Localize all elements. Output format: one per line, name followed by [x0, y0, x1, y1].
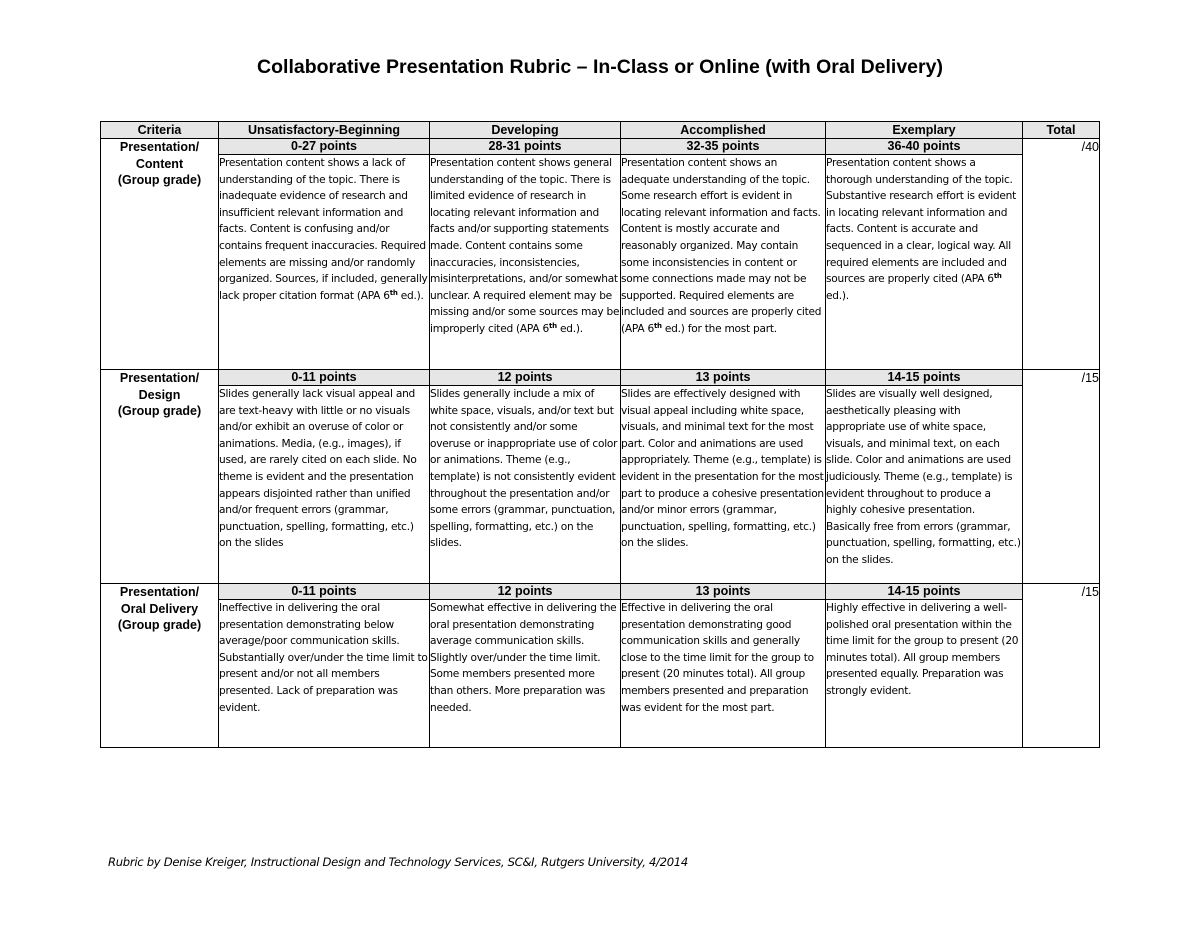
- description-text: Highly effective in delivering a well-polished oral presentation within the time limit for the group to present (20 minutes total). All group members presented equally. Preparation was strongly evident.: [826, 602, 1019, 697]
- points-cell: 28-31 points: [430, 139, 621, 155]
- rubric-table: [100, 121, 1100, 748]
- criteria-line1: Presentation/: [119, 371, 200, 385]
- description-cell: [430, 600, 621, 748]
- rubric-row-content: [101, 139, 1100, 370]
- description-text: Presentation content shows a lack of understanding of the topic. There is inadequate evidence of research and insufficient relevant information and facts. Content is confusing and/or contains frequent inaccuracies. Required elements are missing and/or randomly organized. Sources, if included, generally lack proper citation format (APA 6: [219, 157, 428, 302]
- header-total: Total: [1023, 122, 1100, 139]
- total-cell: /40: [1023, 139, 1100, 370]
- criteria-line2: Design: [138, 387, 181, 402]
- points-cell: 12 points: [430, 584, 621, 600]
- header-developing: Developing: [430, 122, 621, 139]
- points-cell: 12 points: [430, 370, 621, 386]
- superscript: th: [653, 321, 662, 330]
- criteria-cell: [101, 584, 219, 748]
- header-accomplished: Accomplished: [621, 122, 826, 139]
- footer-credit: Rubric by Denise Kreiger, Instructional Design and Technology Services, SC&I, Rutgers University, 4/2014: [108, 855, 688, 869]
- description-text: Slides are visually well designed, aesthetically pleasing with appropriate use of white space, visuals, and minimal text, on each slide. Color and animations are used judiciously. Theme (e.g., template) is evident throughout to produce a highly cohesive presentation. Basically free from errors (grammar, punctuation, spelling, formatting, etc.) on the slides.: [826, 388, 1021, 566]
- criteria-cell: [101, 370, 219, 584]
- description-tail: ed.) for the most part.: [661, 322, 777, 335]
- superscript: th: [993, 272, 1002, 281]
- description-text: Slides generally lack visual appeal and are text-heavy with little or no visuals and/or exhibit an overuse of color or animations. Media, (e.g., images), if used, are rarely cited on each slide. No theme is evident and the presentation appears disjointed rather than unified and/or frequent errors (grammar, punctuation, spelling, formatting, etc.) on the slides: [219, 388, 417, 550]
- criteria-line2: Content: [135, 156, 184, 171]
- description-cell: [621, 155, 826, 370]
- description-cell: [826, 600, 1023, 748]
- description-cell: [430, 155, 621, 370]
- criteria-line3: (Group grade): [117, 618, 202, 632]
- points-cell: 36-40 points: [826, 139, 1023, 155]
- points-cell: 0-11 points: [219, 370, 430, 386]
- total-cell: /15: [1023, 370, 1100, 584]
- description-cell: [219, 155, 430, 370]
- description-cell: [430, 386, 621, 584]
- criteria-line2: Oral Delivery: [120, 601, 199, 616]
- points-cell: 13 points: [621, 584, 826, 600]
- points-cell: 0-27 points: [219, 139, 430, 155]
- description-text: Ineffective in delivering the oral presentation demonstrating below average/poor communication skills. Substantially over/under the time limit to present and/or not all members presented. Lack of preparation was evident.: [219, 602, 428, 714]
- superscript: th: [389, 288, 398, 297]
- description-text: Effective in delivering the oral presentation demonstrating good communication skills and generally close to the time limit for the group to present (20 minutes total). All group members presented and preparation was evident for the most part.: [621, 602, 814, 714]
- criteria-line1: Presentation/: [119, 585, 200, 599]
- criteria-line1: Presentation/: [119, 140, 200, 154]
- header-exemplary: Exemplary: [826, 122, 1023, 139]
- criteria-line3: (Group grade): [117, 404, 202, 418]
- points-cell: 0-11 points: [219, 584, 430, 600]
- description-text: Presentation content shows an adequate understanding of the topic. Some research effort is evident in locating relevant information and facts. Content is mostly accurate and reasonably organized. May contain some inconsistencies in content or some connections made may not be supported. Required elements are included and sources are properly cited (APA 6: [621, 157, 822, 335]
- points-cell: 14-15 points: [826, 584, 1023, 600]
- description-cell: [219, 386, 430, 584]
- criteria-cell: [101, 139, 219, 370]
- description-text: Presentation content shows general understanding of the topic. There is limited evidence of research in locating relevant information and facts and/or supporting statements made. Content contains some inaccuracies, inconsistencies, misinterpretations, and/or somewhat unclear. A required element may be missing and/or some sources may be improperly cited (APA 6: [430, 157, 620, 335]
- description-tail: ed.).: [826, 289, 849, 302]
- description-cell: [621, 386, 826, 584]
- header-criteria: Criteria: [101, 122, 219, 139]
- header-row: [101, 122, 1100, 139]
- description-cell: [219, 600, 430, 748]
- description-cell: [826, 386, 1023, 584]
- points-cell: 32-35 points: [621, 139, 826, 155]
- description-cell: [621, 600, 826, 748]
- description-text: Slides generally include a mix of white space, visuals, and/or text but not consistently and/or some overuse or inappropriate use of color or animations. Theme (e.g., template) is not consistently evident throughout the presentation and/or some errors (grammar, punctuation, spelling, formatting, etc.) on the slides.: [430, 388, 618, 550]
- description-text: Presentation content shows a thorough understanding of the topic. Substantive research effort is evident in locating relevant information and facts. Content is accurate and sequenced in a clear, logical way. All required elements are included and sources are properly cited (APA 6: [826, 157, 1016, 286]
- document-title: Collaborative Presentation Rubric – In-Class or Online (with Oral Delivery): [257, 56, 943, 78]
- points-cell: 13 points: [621, 370, 826, 386]
- rubric-row-oral-delivery: [101, 584, 1100, 748]
- superscript: th: [549, 321, 557, 330]
- header-unsatisfactory: Unsatisfactory-Beginning: [219, 122, 430, 139]
- total-cell: /15: [1023, 584, 1100, 748]
- rubric-row-design: [101, 370, 1100, 584]
- description-tail: ed.).: [397, 289, 424, 302]
- description-text: Slides are effectively designed with visual appeal including white space, visuals, and minimal text for the most part. Color and animations are used appropriately. Theme (e.g., template) is evident in the presentation for the most part to produce a cohesive presentation and/or minor errors (grammar, punctuation, spelling, formatting, etc.) on the slides.: [621, 388, 824, 550]
- description-cell: [826, 155, 1023, 370]
- points-cell: 14-15 points: [826, 370, 1023, 386]
- description-text: Somewhat effective in delivering the oral presentation demonstrating average communication skills. Slightly over/under the time limit. Some members presented more than others. More preparation was needed.: [430, 602, 617, 714]
- criteria-line3: (Group grade): [117, 173, 202, 187]
- description-tail: ed.).: [556, 322, 583, 335]
